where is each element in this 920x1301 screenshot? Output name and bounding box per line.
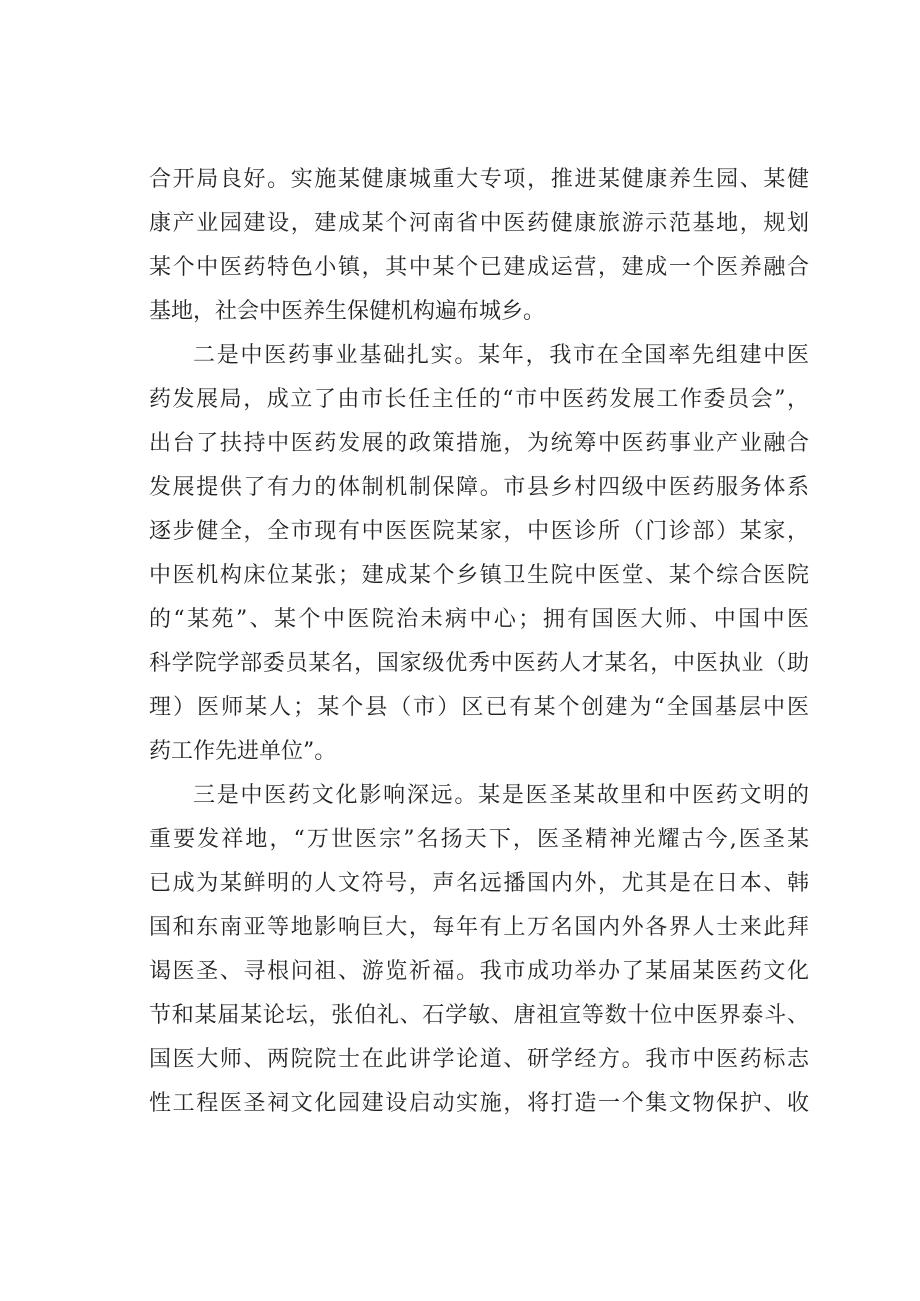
text-line: 的“某苑”、某个中医院治未病中心；拥有国医大师、中国中医 — [149, 607, 809, 632]
paragraph-continuation — [149, 158, 809, 334]
text-line: 药发展局，成立了由市长任主任的“市中医药发展工作委员会”， — [149, 387, 809, 412]
text-line: 逐步健全，全市现有中医医院某家，中医诊所（门诊部）某家， — [149, 519, 809, 544]
text-line: 科学院学部委员某名，国家级优秀中医药人才某名，中医执业（助 — [149, 651, 809, 676]
text-line: 某个中医药特色小镇，其中某个已建成运营，建成一个医养融合 — [149, 255, 809, 280]
text-line: 理）医师某人；某个县（市）区已有某个创建为“全国基层中医 — [149, 695, 809, 720]
paragraph-culture — [149, 774, 809, 1126]
text-line: 性工程医圣祠文化园建设启动实施，将打造一个集文物保护、收 — [149, 1091, 809, 1116]
text-line: 谒医圣、寻根问祖、游览祈福。我市成功举办了某届某医药文化 — [149, 959, 809, 984]
document-body — [149, 158, 809, 1126]
text-line: 重要发祥地，“万世医宗”名扬天下，医圣精神光耀古今,医圣某 — [149, 827, 809, 852]
paragraph-foundation — [149, 334, 809, 774]
text-line: 中医机构床位某张；建成某个乡镇卫生院中医堂、某个综合医院 — [149, 563, 809, 588]
text-line: 发展提供了有力的体制机制保障。市县乡村四级中医药服务体系 — [149, 475, 809, 500]
text-line: 节和某届某论坛，张伯礼、石学敏、唐祖宣等数十位中医界泰斗、 — [149, 1003, 809, 1028]
text-line: 三是中医药文化影响深远。某是医圣某故里和中医药文明的 — [193, 783, 809, 808]
text-line: 国和东南亚等地影响巨大，每年有上万名国内外各界人士来此拜 — [149, 915, 809, 940]
text-line: 合开局良好。实施某健康城重大专项，推进某健康养生园、某健 — [149, 167, 809, 192]
text-line: 已成为某鲜明的人文符号，声名远播国内外，尤其是在日本、韩 — [149, 871, 809, 896]
text-line: 二是中医药事业基础扎实。某年，我市在全国率先组建中医 — [193, 343, 809, 368]
text-line: 出台了扶持中医药发展的政策措施，为统筹中医药事业产业融合 — [149, 431, 809, 456]
text-line: 基地，社会中医养生保健机构遍布城乡。 — [149, 299, 546, 324]
text-line: 国医大师、两院院士在此讲学论道、研学经方。我市中医药标志 — [149, 1047, 809, 1072]
text-line: 药工作先进单位”。 — [149, 739, 337, 764]
text-line: 康产业园建设，建成某个河南省中医药健康旅游示范基地，规划 — [149, 211, 809, 236]
